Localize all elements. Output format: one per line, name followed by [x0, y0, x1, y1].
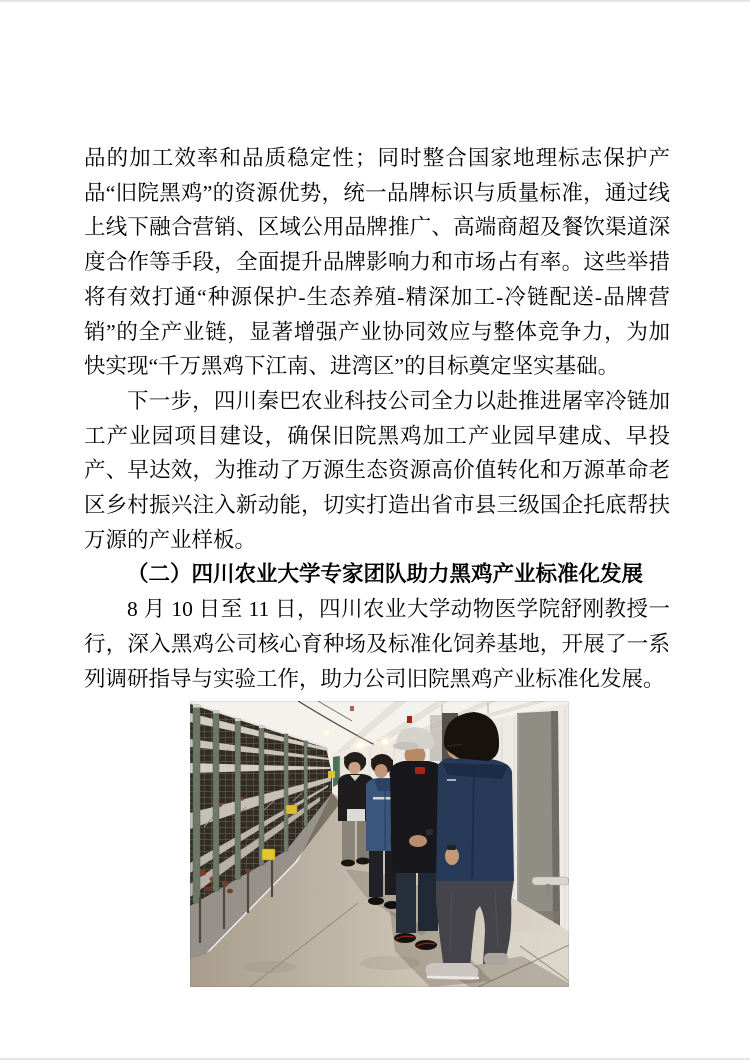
paragraph-expert-visit: 8 月 10 日至 11 日，四川农业大学动物医学院舒刚教授一行，深入黑鸡公司核心育种场及标准化饲养基地，开展了一系列调研指导与实验工作，助力公司旧院黑鸡产业标准化发展。 — [84, 597, 670, 691]
paragraph-brand-strategy: 品的加工效率和品质稳定性；同时整合国家地理标志保护产品“旧院黑鸡”的资源优势，统一品牌标识与质量标准，通过线上线下融合营销、区域公用品牌推广、高端商超及餐饮渠道深度合作等手段，全面提升品牌影响力和市场占有率。这些举措将有效打通“种源保护-生态养殖-精深加工-冷链配送-品牌营销”的全产业链，显著增强产业协同效应与整体竞争力，为加快实现“千万黑鸡下江南、进湾区”的目标奠定坚实基础。 — [84, 146, 670, 379]
yellow-bucket — [328, 771, 335, 778]
body-text — [84, 141, 670, 696]
page-top-edge — [0, 0, 750, 3]
section-heading: （二）四川农业大学专家团队助力黑鸡产业标准化发展 — [127, 562, 644, 587]
paragraph-next-step: 下一步，四川秦巴农业科技公司全力以赴推进屠宰冷链加工产业园项目建设，确保旧院黑鸡加工产业园早建成、早投产、早达效，为推动了万源生态资源高价值转化和万源革命老区乡村振兴注入新动能，切实打造出省市县三级国企托底帮扶万源的产业样板。 — [84, 388, 670, 552]
yellow-bucket — [286, 805, 297, 814]
farm-photo-illustration — [190, 701, 569, 987]
red-fixture — [407, 716, 412, 723]
wall-pipe — [532, 877, 569, 885]
yellow-bucket — [262, 849, 275, 860]
photo-chicken-farm-visit — [190, 701, 569, 987]
